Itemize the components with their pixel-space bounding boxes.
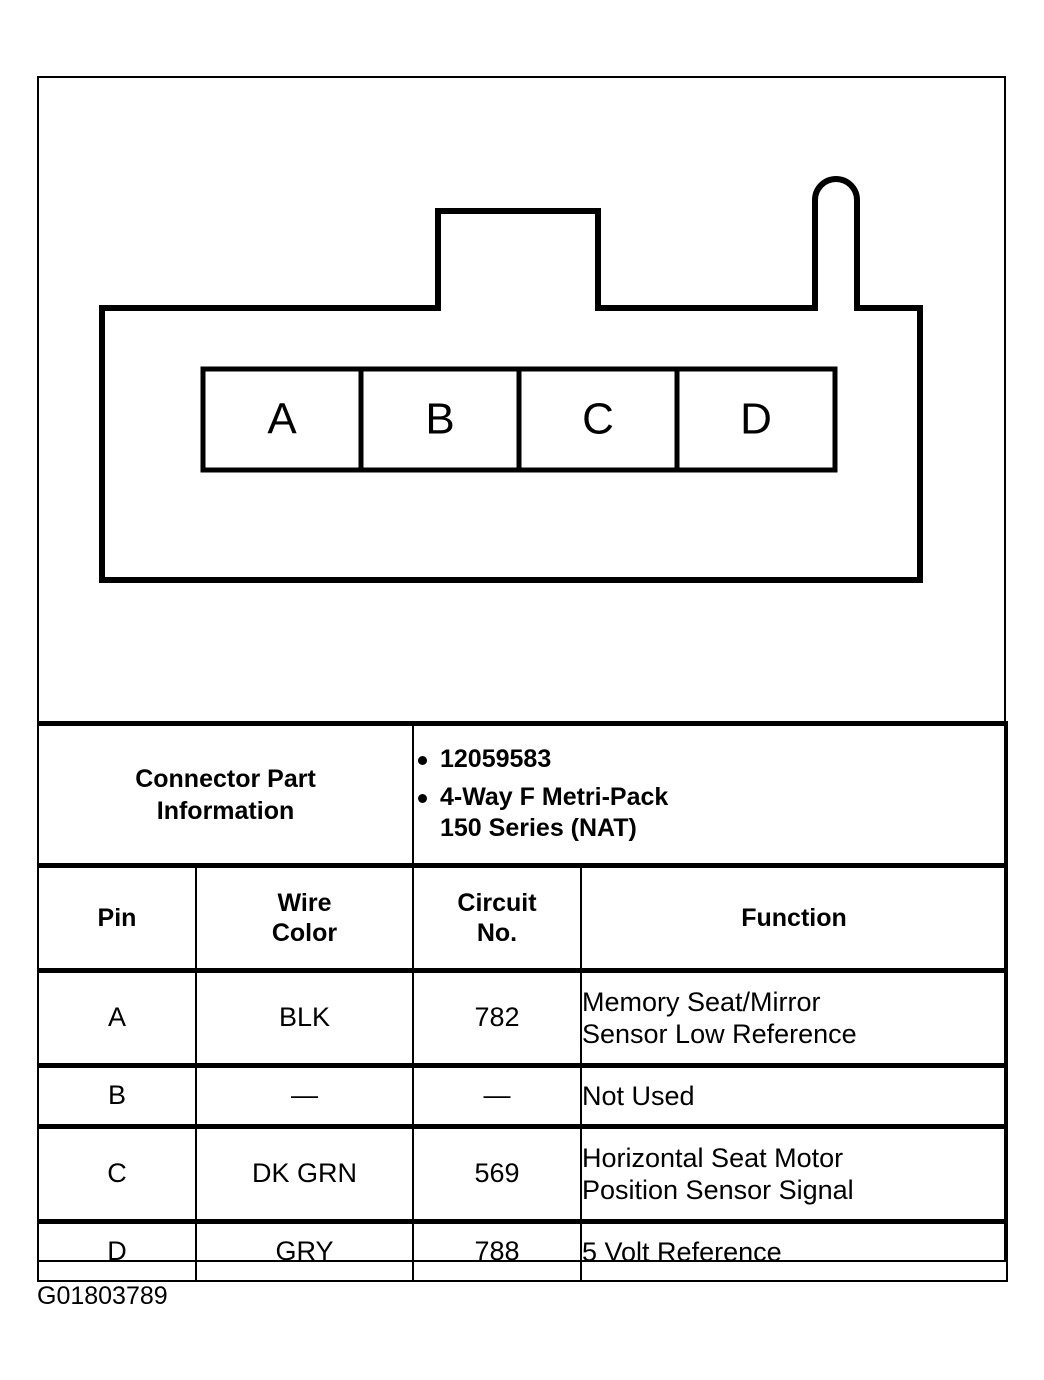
function-line1: Memory Seat/Mirror	[582, 986, 821, 1017]
table-row	[38, 1127, 1007, 1222]
circuit-no-value: —	[483, 1080, 511, 1111]
cell-wire-color	[196, 1222, 413, 1282]
header-function-text: Function	[741, 904, 847, 932]
cell-function	[581, 971, 1007, 1066]
pin-value: B	[107, 1080, 126, 1111]
cavity-label-a: A	[267, 394, 297, 444]
table-row	[38, 1066, 1007, 1127]
wire-color-value: DK GRN	[251, 1158, 357, 1189]
connector-part-list	[414, 744, 1006, 845]
cpi-label-line2: Information	[156, 796, 295, 825]
cell-pin	[38, 1222, 196, 1282]
pin-value: D	[107, 1236, 127, 1267]
wire-color-value: —	[291, 1080, 318, 1111]
function-line2: Position Sensor Signal	[582, 1175, 854, 1205]
column-header-circuit-no	[413, 866, 581, 971]
header-circuit-line2: No.	[476, 919, 518, 947]
connector-part-information-row	[38, 724, 1007, 866]
cell-function	[581, 1127, 1007, 1222]
cell-function	[581, 1066, 1007, 1127]
header-circuit-line1: Circuit	[457, 889, 537, 917]
connector-part-type-line2: 150 Series (NAT)	[440, 814, 637, 843]
cell-pin	[38, 971, 196, 1066]
pin-value: A	[107, 1002, 126, 1033]
connector-pinout-table	[37, 721, 1008, 1282]
table-header-row	[38, 866, 1007, 971]
header-pin-text: Pin	[97, 904, 137, 932]
cell-circuit-no	[413, 1066, 581, 1127]
cell-wire-color	[196, 971, 413, 1066]
circuit-no-value: 782	[474, 1002, 520, 1033]
figure-id-label: G01803789	[37, 1282, 168, 1310]
wire-color-value: GRY	[275, 1236, 334, 1267]
cell-pin	[38, 1127, 196, 1222]
cell-wire-color	[196, 1127, 413, 1222]
pin-cavity-row	[203, 369, 835, 470]
cell-wire-color	[196, 1066, 413, 1127]
circuit-no-value: 569	[474, 1158, 520, 1189]
cell-pin	[38, 1066, 196, 1127]
column-header-wire-color	[196, 866, 413, 971]
table-row	[38, 971, 1007, 1066]
connector-diagram	[37, 76, 1006, 721]
connector-part-type-line1: 4-Way F Metri-Pack	[440, 782, 669, 811]
cavity-label-d: D	[740, 394, 772, 444]
cpi-label-line1: Connector Part	[135, 764, 316, 793]
function-line1: Not Used	[582, 1080, 695, 1111]
wire-color-value: BLK	[278, 1002, 331, 1033]
connector-part-information-label	[38, 724, 413, 866]
connector-part-number-item	[440, 744, 1006, 776]
cell-circuit-no	[413, 1222, 581, 1282]
cell-function	[581, 1222, 1007, 1282]
circuit-no-value: 788	[474, 1236, 520, 1267]
cavity-label-b: B	[425, 394, 455, 444]
function-line2: Sensor Low Reference	[582, 1019, 857, 1049]
column-header-function	[581, 866, 1007, 971]
table-row	[38, 1222, 1007, 1282]
header-wire-line2: Color	[271, 919, 338, 947]
connector-part-type-item	[440, 782, 1006, 845]
connector-part-information-values	[413, 724, 1007, 866]
column-header-pin	[38, 866, 196, 971]
cell-circuit-no	[413, 1127, 581, 1222]
header-wire-line1: Wire	[277, 889, 332, 917]
function-line1: 5 Volt Reference	[582, 1236, 782, 1267]
cell-circuit-no	[413, 971, 581, 1066]
pin-value: C	[107, 1158, 127, 1189]
connector-part-number: 12059583	[440, 745, 552, 774]
cavity-label-c: C	[582, 394, 614, 444]
function-line1: Horizontal Seat Motor	[582, 1142, 844, 1173]
